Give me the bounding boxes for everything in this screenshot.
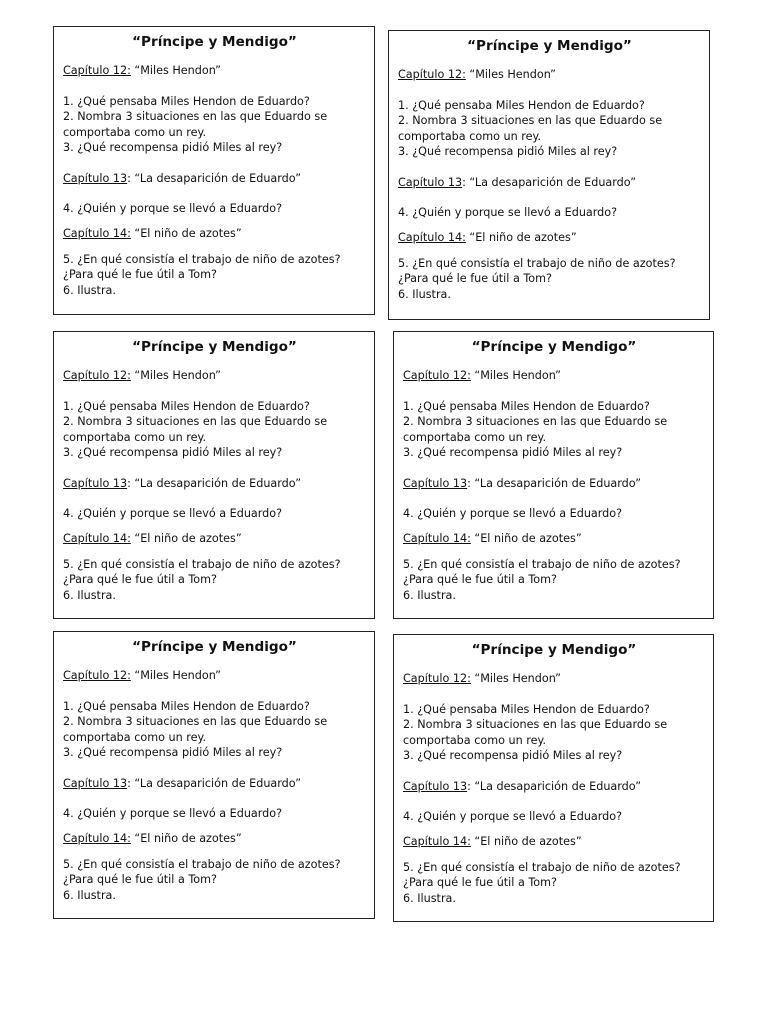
chapter-13-label: Capítulo 13 xyxy=(63,476,128,490)
question-2-line-1: 2. Nombra 3 situaciones en las que Eduardo se xyxy=(63,110,328,124)
question-2-line-2: comportaba como un rey. xyxy=(398,129,542,143)
question-4: 4. ¿Quién y porque se llevó a Eduardo? xyxy=(63,506,283,520)
card-title: “Príncipe y Mendigo” xyxy=(132,339,297,355)
question-3: 3. ¿Qué recompensa pidió Miles al rey? xyxy=(63,141,283,155)
worksheet-card-2 xyxy=(388,30,710,320)
chapter-14-label: Capítulo 14: xyxy=(63,227,131,241)
chapter-14-heading xyxy=(398,230,701,246)
chapter-13-title: : “La desaparición de Eduardo” xyxy=(467,779,642,793)
chapter-14-heading xyxy=(63,531,366,547)
question-2-line-1: 2. Nombra 3 situaciones en las que Eduardo se xyxy=(403,718,668,732)
question-1: 1. ¿Qué pensaba Miles Hendon de Eduardo? xyxy=(63,699,310,713)
question-4: 4. ¿Quién y porque se llevó a Eduardo? xyxy=(63,806,283,820)
chapter-14-label: Capítulo 14: xyxy=(63,832,131,846)
worksheet-card-3 xyxy=(53,331,375,619)
question-3: 3. ¿Qué recompensa pidió Miles al rey? xyxy=(403,749,623,763)
chapter-13-title: : “La desaparición de Eduardo” xyxy=(127,476,302,490)
question-2-line-1: 2. Nombra 3 situaciones en las que Eduardo se xyxy=(63,715,328,729)
chapter-12-label: Capítulo 12: xyxy=(403,672,471,685)
chapter-12-heading xyxy=(63,368,366,384)
chapter-13-heading xyxy=(63,171,366,187)
question-1: 1. ¿Qué pensaba Miles Hendon de Eduardo? xyxy=(403,702,650,716)
chapter-12-title: “Miles Hendon” xyxy=(130,369,221,382)
question-2-line-2: comportaba como un rey. xyxy=(403,733,547,747)
chapter-14-heading xyxy=(403,531,705,547)
question-2-line-2: comportaba como un rey. xyxy=(63,430,207,444)
chapter-13-title: : “La desaparición de Eduardo” xyxy=(462,175,637,189)
worksheet-card-5 xyxy=(53,631,375,919)
question-2-line-1: 2. Nombra 3 situaciones en las que Eduardo se xyxy=(403,415,668,429)
question-6: 6. Ilustra. xyxy=(398,287,451,301)
chapter-14-label: Capítulo 14: xyxy=(398,231,466,245)
question-1: 1. ¿Qué pensaba Miles Hendon de Eduardo? xyxy=(403,399,650,413)
question-1: 1. ¿Qué pensaba Miles Hendon de Eduardo? xyxy=(398,98,645,112)
question-5-line-2: ¿Para qué le fue útil a Tom? xyxy=(403,573,557,587)
question-6: 6. Ilustra. xyxy=(403,891,456,905)
chapter-13-label: Capítulo 13 xyxy=(63,776,128,790)
chapter-14-title: “El niño de azotes” xyxy=(470,835,582,849)
question-6: 6. Ilustra. xyxy=(63,588,116,602)
card-title: “Príncipe y Mendigo” xyxy=(132,639,297,655)
chapter-12-heading xyxy=(403,368,705,384)
question-6: 6. Ilustra. xyxy=(63,888,116,902)
question-5-line-2: ¿Para qué le fue útil a Tom? xyxy=(63,873,217,887)
question-3: 3. ¿Qué recompensa pidió Miles al rey? xyxy=(63,746,283,760)
chapter-12-label: Capítulo 12: xyxy=(63,669,131,682)
question-3: 3. ¿Qué recompensa pidió Miles al rey? xyxy=(398,145,618,159)
chapter-14-title: “El niño de azotes” xyxy=(470,532,582,546)
question-2-line-1: 2. Nombra 3 situaciones en las que Eduardo se xyxy=(398,114,663,128)
question-3: 3. ¿Qué recompensa pidió Miles al rey? xyxy=(403,446,623,460)
chapter-14-heading xyxy=(403,834,705,850)
chapter-13-label: Capítulo 13 xyxy=(403,779,468,793)
question-2-line-2: comportaba como un rey. xyxy=(63,125,207,139)
chapter-14-label: Capítulo 14: xyxy=(403,532,471,546)
question-5-line-2: ¿Para qué le fue útil a Tom? xyxy=(63,268,217,282)
question-6: 6. Ilustra. xyxy=(403,588,456,602)
chapter-12-label: Capítulo 12: xyxy=(63,64,131,77)
chapter-13-label: Capítulo 13 xyxy=(63,171,128,185)
chapter-13-title: : “La desaparición de Eduardo” xyxy=(127,171,302,185)
chapter-12-heading xyxy=(403,671,705,687)
question-5-line-2: ¿Para qué le fue útil a Tom? xyxy=(398,272,552,286)
chapter-12-title: “Miles Hendon” xyxy=(465,68,556,81)
chapter-14-title: “El niño de azotes” xyxy=(130,227,242,241)
question-2-line-2: comportaba como un rey. xyxy=(403,430,547,444)
chapter-13-heading xyxy=(403,476,705,492)
question-5-line-1: 5. ¿En qué consistía el trabajo de niño de azotes? xyxy=(63,252,341,266)
chapter-12-title: “Miles Hendon” xyxy=(130,64,221,77)
chapter-13-heading xyxy=(63,776,366,792)
question-1: 1. ¿Qué pensaba Miles Hendon de Eduardo? xyxy=(63,399,310,413)
question-2-line-1: 2. Nombra 3 situaciones en las que Eduardo se xyxy=(63,415,328,429)
question-5-line-1: 5. ¿En qué consistía el trabajo de niño de azotes? xyxy=(403,860,681,874)
chapter-12-title: “Miles Hendon” xyxy=(130,669,221,682)
chapter-14-label: Capítulo 14: xyxy=(403,835,471,849)
chapter-12-label: Capítulo 12: xyxy=(63,369,131,382)
question-5-line-1: 5. ¿En qué consistía el trabajo de niño de azotes? xyxy=(403,557,681,571)
question-5-line-2: ¿Para qué le fue útil a Tom? xyxy=(63,573,217,587)
chapter-13-label: Capítulo 13 xyxy=(398,175,463,189)
card-title: “Príncipe y Mendigo” xyxy=(471,339,637,355)
chapter-13-heading xyxy=(398,175,701,191)
chapter-13-title: : “La desaparición de Eduardo” xyxy=(467,476,642,490)
chapter-13-heading xyxy=(403,779,705,795)
question-5-line-2: ¿Para qué le fue útil a Tom? xyxy=(403,876,557,890)
question-1: 1. ¿Qué pensaba Miles Hendon de Eduardo? xyxy=(63,94,310,108)
worksheet-card-4 xyxy=(393,331,714,619)
worksheet-card-1 xyxy=(53,26,375,315)
chapter-12-label: Capítulo 12: xyxy=(403,369,471,382)
question-2-line-2: comportaba como un rey. xyxy=(63,730,207,744)
chapter-12-title: “Miles Hendon” xyxy=(470,369,561,382)
chapter-13-heading xyxy=(63,476,366,492)
chapter-14-label: Capítulo 14: xyxy=(63,532,131,546)
chapter-14-title: “El niño de azotes” xyxy=(465,231,577,245)
question-3: 3. ¿Qué recompensa pidió Miles al rey? xyxy=(63,446,283,460)
chapter-14-heading xyxy=(63,831,366,847)
question-5-line-1: 5. ¿En qué consistía el trabajo de niño de azotes? xyxy=(63,557,341,571)
chapter-14-title: “El niño de azotes” xyxy=(130,532,242,546)
question-5-line-1: 5. ¿En qué consistía el trabajo de niño de azotes? xyxy=(398,256,676,270)
question-4: 4. ¿Quién y porque se llevó a Eduardo? xyxy=(63,201,283,215)
card-title: “Príncipe y Mendigo” xyxy=(467,38,632,54)
chapter-12-heading xyxy=(398,67,701,83)
chapter-12-title: “Miles Hendon” xyxy=(470,672,561,685)
question-4: 4. ¿Quién y porque se llevó a Eduardo? xyxy=(398,205,618,219)
worksheet-card-6 xyxy=(393,634,714,922)
question-5-line-1: 5. ¿En qué consistía el trabajo de niño de azotes? xyxy=(63,857,341,871)
chapter-12-heading xyxy=(63,63,366,79)
chapter-14-title: “El niño de azotes” xyxy=(130,832,242,846)
chapter-13-label: Capítulo 13 xyxy=(403,476,468,490)
question-4: 4. ¿Quién y porque se llevó a Eduardo? xyxy=(403,809,623,823)
chapter-14-heading xyxy=(63,226,366,242)
chapter-12-heading xyxy=(63,668,366,684)
card-title: “Príncipe y Mendigo” xyxy=(471,642,637,658)
question-6: 6. Ilustra. xyxy=(63,283,116,297)
chapter-12-label: Capítulo 12: xyxy=(398,68,466,81)
card-title: “Príncipe y Mendigo” xyxy=(132,34,297,50)
chapter-13-title: : “La desaparición de Eduardo” xyxy=(127,776,302,790)
question-4: 4. ¿Quién y porque se llevó a Eduardo? xyxy=(403,506,623,520)
